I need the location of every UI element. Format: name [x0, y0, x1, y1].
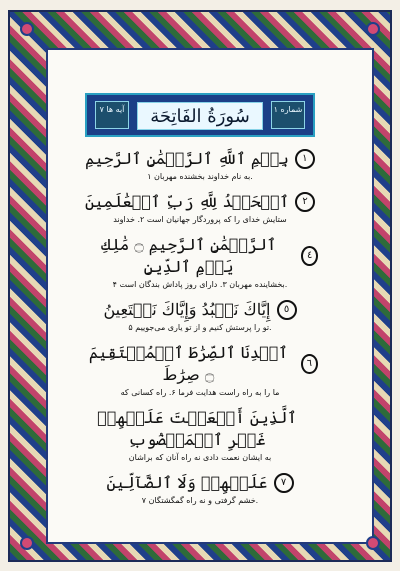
- ayah-number: ٧: [274, 473, 294, 493]
- surah-content: [82, 148, 318, 505]
- surah-title: سُورَةُ الفَاتِحَة: [137, 102, 263, 130]
- surah-header: [85, 93, 315, 137]
- ayah-number: ٤: [301, 246, 318, 266]
- arabic-line: [82, 299, 318, 321]
- arabic-line: [82, 407, 318, 451]
- header-right-label: شماره ۱: [271, 101, 305, 129]
- translation-line: بخشاینده مهربان ۳. دارای روز پاداش بندگان است ۴.: [112, 280, 288, 289]
- arabic-line: [82, 342, 318, 386]
- translation-line: تو را پرستش کنیم و از تو یاری می‌جوییم ۵.: [128, 323, 272, 332]
- frame-corner-ornament-icon: [20, 536, 34, 550]
- ayah-block: [82, 407, 318, 462]
- arabic-text: إِيَّاكَ نَعۡبُدُ وَإِيَّاكَ نَسۡتَعِينُ: [103, 300, 271, 319]
- translation-line: به نام خداوند بخشنده مهربان ۱.: [147, 172, 253, 181]
- ayah-number: ٢: [295, 192, 315, 212]
- ayah-block: [82, 234, 318, 289]
- frame-corner-ornament-icon: [366, 22, 380, 36]
- ayah-block: [82, 342, 318, 397]
- arabic-line: [82, 148, 318, 170]
- arabic-line: [82, 234, 318, 278]
- ayah-number: ٦: [301, 354, 318, 374]
- arabic-text: ٱلرَّحۡمَٰنِ ٱلرَّحِيمِ ۝ مَٰلِكِ يَوۡمِ ٱلدِّينِ: [101, 235, 277, 276]
- translation-line: ستایش خدای را که پروردگار جهانیان است ۲. خداوند: [113, 215, 287, 224]
- translation-line: به ایشان نعمت دادی نه راه آنان که براشان: [128, 453, 272, 462]
- translation-line: خشم گرفتی و نه راه گمگشتگان ۷.: [141, 496, 259, 505]
- ayah-number: ٥: [277, 300, 297, 320]
- arabic-line: [82, 472, 318, 494]
- ayah-block: [82, 299, 318, 332]
- arabic-text: ٱلۡحَمۡدُ لِلَّهِ رَبِّ ٱلۡعَٰلَمِينَ: [84, 192, 290, 211]
- ayah-number: ١: [295, 149, 315, 169]
- arabic-line: [82, 191, 318, 213]
- frame-corner-ornament-icon: [20, 22, 34, 36]
- ayah-block: [82, 148, 318, 181]
- arabic-text: بِسۡمِ ٱللَّهِ ٱلرَّحۡمَٰنِ ٱلرَّحِيمِ: [85, 149, 289, 168]
- arabic-text: ٱهۡدِنَا ٱلصِّرَٰطَ ٱلۡمُسۡتَقِيمَ ۝ صِرَٰطَ: [88, 343, 288, 384]
- ayah-block: [82, 191, 318, 224]
- frame-corner-ornament-icon: [366, 536, 380, 550]
- arabic-text: ٱلَّذِينَ أَنۡعَمۡتَ عَلَيۡهِمۡ غَيۡرِ ٱلۡمَغۡضُوبِ: [97, 408, 297, 449]
- arabic-text: عَلَيۡهِمۡ وَلَا ٱلضَّآلِّينَ: [106, 473, 268, 492]
- translation-line: ما را به راه راست هدایت فرما ۶. راه کسانی که: [120, 388, 280, 397]
- ayah-block: [82, 472, 318, 505]
- header-left-label: آیه ها ۷: [95, 101, 129, 129]
